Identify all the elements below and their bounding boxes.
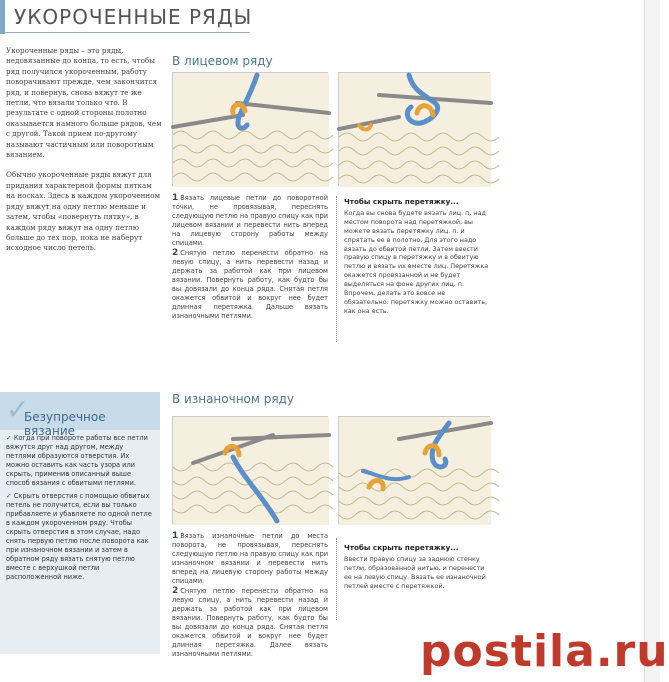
purl-step1-illustration — [172, 416, 328, 524]
knit-step1-drawing — [173, 73, 329, 187]
header-accent-rule — [0, 0, 5, 34]
purl-step-2-text: Снятую петлю перенести обратно на левую спицу, а нить перевести назад и держать за работой как при лицевом вязании. Повернуть работу, как будто бы вы довязали до конца ряда. Снятая петля окажется обвитой и вокруг нее будет длинная перетяжка. Далее вязать изнаночными петлями. — [172, 587, 328, 658]
purl-step-1-number: 1 — [172, 531, 179, 541]
page-header — [0, 0, 300, 34]
page-edge — [644, 0, 660, 682]
check-icon: ✓ — [6, 491, 14, 500]
check-icon: ✓ — [6, 434, 14, 442]
watermark-site: postila — [420, 626, 596, 677]
sidebar-item-2-text: Скрыть отверстия с помощью обвитых петель не получится, если вы только прибавляете и убавляете по одной петле в каждом укороченном ряду. Чтобы скрыть отверстия в этом случае, надо снять первую петлю после поворота как при изнаночном вязании и затем в обратном ряду вязать снятую петлю вместе с верхушкой петли расположенной ниже. — [6, 491, 152, 582]
purl-step-2 — [172, 587, 328, 658]
sidebar-item-1 — [6, 434, 154, 489]
page-title: УКОРОЧЕННЫЕ РЯДЫ — [14, 5, 253, 29]
knit-section-heading: В лицевом ряду — [172, 54, 273, 68]
knit-step-2-number: 2 — [172, 248, 179, 259]
intro-paragraph-2: Обычно укороченные ряды вяжут для придания характерной формы пяткам на носках. Здесь в каждом укороченном ряду вяжут на одну петлю меньше и затем, чтобы «повернуть пятку», в каждом ряду вяжут на одну петлю больше до тех пор, пока не наберут исходное число петель. — [6, 170, 161, 253]
sidebar-heading: Безупречное вязание — [24, 410, 106, 438]
knit-tip-box — [344, 198, 490, 316]
knit-step-2-text: Снятую петлю перенести обратно на левую спицу, а нить перевести назад и держать за работой как при лицевом вязании. Повернуть работу, как будто бы вы довязали до конца ряда. Снятая петля окажется обвитой и вокруг нее будет длинная перетяжка. Дальше вязать изнаночными петлями. — [172, 249, 328, 320]
knit-step2-drawing — [339, 73, 491, 187]
sidebar-item-2 — [6, 492, 154, 583]
purl-step-1 — [172, 532, 328, 585]
purl-step2-drawing — [339, 417, 491, 525]
purl-section-heading: В изнаночном ряду — [172, 392, 294, 406]
purl-column-divider — [336, 538, 337, 620]
intro-paragraph-1: Укороченные ряды – это ряды, недовязанные до конца, то есть, чтобы ряд получился укороченным, работу поворачивают прежде, чем закончится ряд, и повернув, снова вяжут те же петли, что вязали только что. В результате с одной стороны полотно оказывается намного больше рядов, чем с другой. Такой прием по-другому называют частичным или поворотным вязанием. — [6, 46, 162, 160]
knit-step-1-text: Вязать лицевые петли до поворотной точки, не провязывая, переснять следующую петлю на правую спицу как при лицевом вязании и перевести нить вперед на лицевую сторону работы между спицами. — [172, 194, 328, 247]
knit-column-divider — [336, 196, 337, 342]
knit-step1-illustration — [172, 72, 328, 186]
knit-steps — [172, 194, 328, 323]
purl-tip-title: Чтобы скрыть перетяжку... — [344, 543, 459, 552]
purl-step2-illustration — [338, 416, 490, 524]
sidebar-body — [6, 434, 154, 586]
purl-tip-box — [344, 544, 490, 591]
purl-step-2-number: 2 — [172, 586, 179, 597]
knit-step-2 — [172, 249, 328, 320]
purl-tip-text: Ввести правую спицу за заднюю стенку петли, образованной нитью, и перенести ее на левую спицу. Вязать ее изнаночной петлей вместе с перетяжкой. — [344, 554, 486, 590]
purl-step1-drawing — [173, 417, 329, 525]
site-watermark — [420, 626, 669, 677]
watermark-tld: .ru — [595, 626, 669, 677]
header-underline — [5, 32, 250, 33]
knit-step-1 — [172, 194, 328, 247]
tips-sidebar — [0, 392, 160, 654]
knit-tip-title: Чтобы скрыть перетяжку... — [344, 197, 459, 206]
check-icon: ✓ — [6, 393, 30, 426]
sidebar-item-1-text: Когда при повороте работы все петли вяжутся друг над другом, между петлями образуются отверстия. Их можно оставить как часть узора или скрыть, применив описанный выше способ вязания с обвитыми петлями. — [6, 434, 148, 488]
purl-steps — [172, 532, 328, 661]
purl-step-1-text: Вязать изнаночные петли до места поворота, не провязывая, переснять следующую петлю на правую спицу как при изнаночном вязании и перевести нить вперед на лицевую сторону работы между спицами. — [172, 532, 328, 585]
intro-text — [6, 46, 162, 264]
knit-step-1-number: 1 — [172, 193, 179, 203]
knit-tip-text: Когда вы снова будете вязать лиц. п. над местом поворота над перетяжкой, вы можете вязать перетяжку лиц. п. и спрятать ее в полотно. Для этого надо вязать до обвитой петли. Затем ввести правую спицу в перетяжку и в обвитую петлю и вязать их вместе лиц. Перетяжка окажется провязанной и не будет выделяться на фоне других лиц. п. Впрочем, делать это вовсе не обязательно: перетяжку можно оставить, как она есть. — [344, 208, 489, 315]
knit-step2-illustration — [338, 72, 490, 186]
